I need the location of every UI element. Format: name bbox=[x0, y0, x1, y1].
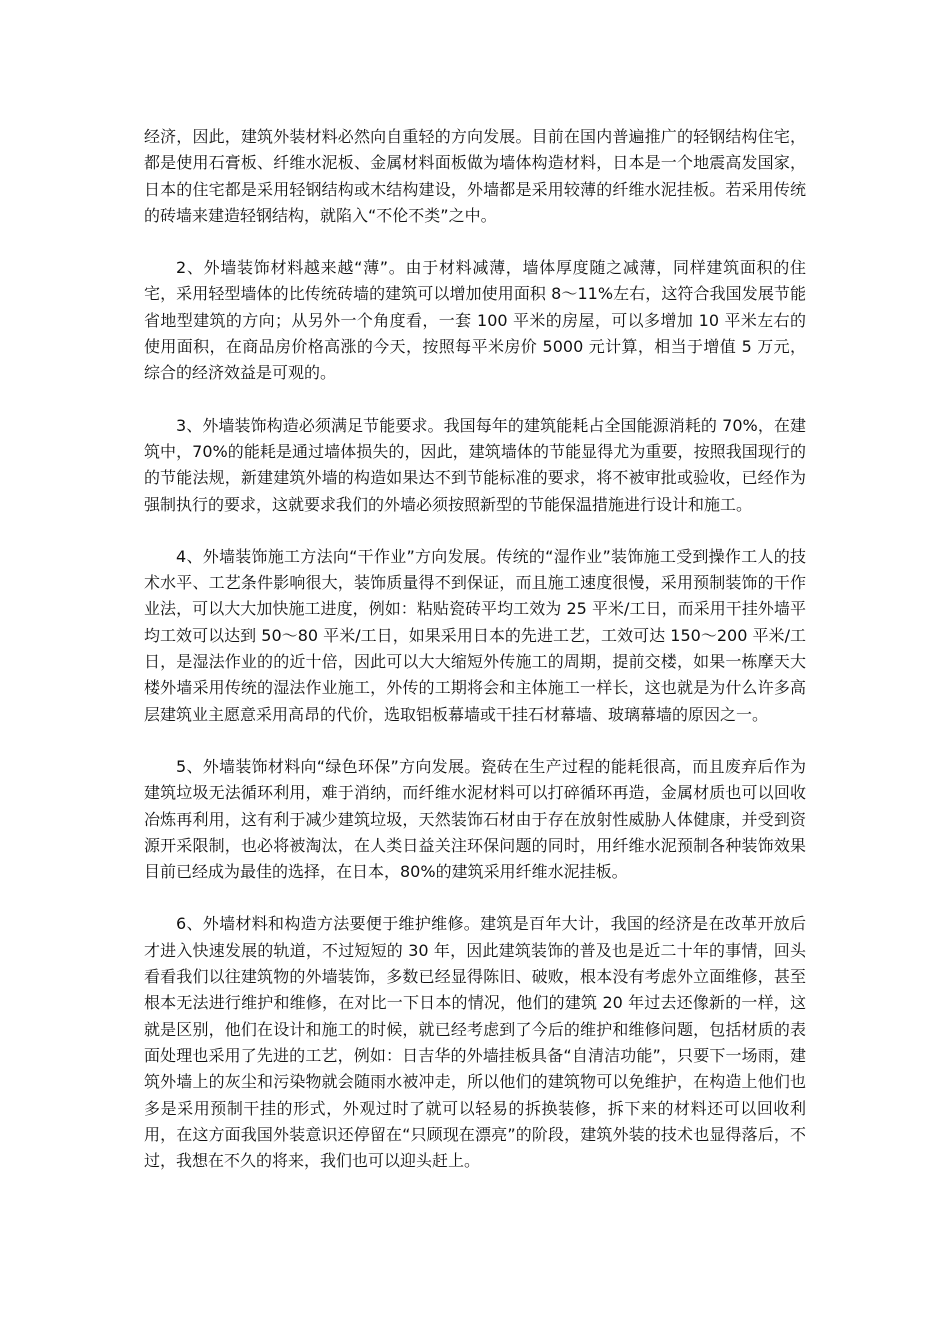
paragraph-item-5: 5、外墙装饰材料向“绿色环保”方向发展。瓷砖在生产过程的能耗很高，而且废弃后作为建筑垃圾无法循环利用，难于消纳，而纤维水泥材料可以打碎循环再造，金属材质也可以回收冶炼再利用，这有利于减少建筑垃圾，天然装饰石材由于存在放射性威胁人体健康，并受到资源开采限制，也必将被淘汰，在人类日益关注环保问题的同时，用纤维水泥预制各种装饰效果目前已经成为最佳的选择，在日本，80%的建筑采用纤维水泥挂板。 bbox=[144, 756, 806, 882]
paragraph-item-4: 4、外墙装饰施工方法向“干作业”方向发展。传统的“湿作业”装饰施工受到操作工人的技术水平、工艺条件影响很大，装饰质量得不到保证，而且施工速度很慢，采用预制装饰的干作业法，可以大大加快施工进度，例如：粘贴瓷砖平均工效为 25 平米/工日，而采用干挂外墙平均工效可以达到 50～80 平米/工日，如果采用日本的先进工艺，工效可达 150～200 平米/工日，是湿法作业的的近十倍，因此可以大大缩短外传施工的周期，提前交楼，如果一栋摩天大楼外墙采用传统的湿法作业施工，外传的工期将会和主体施工一样长，这也就是为什么许多高层建筑业主愿意采用高昂的代价，选取铝板幕墙或干挂石材幕墙、玻璃幕墙的原因之一。 bbox=[144, 546, 806, 724]
paragraph-item-3: 3、外墙装饰构造必须满足节能要求。我国每年的建筑能耗占全国能源消耗的 70%，在建筑中，70%的能耗是通过墙体损失的，因此，建筑墙体的节能显得尤为重要，按照我国现行的的节能法规，新建建筑外墙的构造如果达不到节能标准的要求，将不被审批或验收，已经作为强制执行的要求，这就要求我们的外墙必须按照新型的节能保温措施进行设计和施工。 bbox=[144, 415, 806, 514]
paragraph-item-2: 2、外墙装饰材料越来越“薄”。由于材料减薄，墙体厚度随之减薄，同样建筑面积的住宅，采用轻型墙体的比传统砖墙的建筑可以增加使用面积 8～11%左右，这符合我国发展节能省地型建筑的方向；从另外一个角度看，一套 100 平米的房屋，可以多增加 10 平米左右的使用面积，在商品房价格高涨的今天，按照每平米房价 5000 元计算，相当于增值 5 万元，综合的经济效益是可观的。 bbox=[144, 258, 806, 383]
paragraph-continuation: 经济，因此，建筑外装材料必然向自重轻的方向发展。目前在国内普遍推广的轻钢结构住宅，都是使用石膏板、纤维水泥板、金属材料面板做为墙体构造材料，日本是一个地震高发国家，日本的住宅都是采用轻钢结构或木结构建设，外墙都是采用较薄的纤维水泥挂板。若采用传统的砖墙来建造轻钢结构，就陷入“不伦不类”之中。 bbox=[144, 127, 806, 225]
paragraph-item-6: 6、外墙材料和构造方法要便于维护维修。建筑是百年大计，我国的经济是在改革开放后才进入快速发展的轨道，不过短短的 30 年，因此建筑装饰的普及也是近二十年的事情，回头看看我们以往建筑物的外墙装饰，多数已经显得陈旧、破败，根本没有考虑外立面维修，甚至根本无法进行维护和维修，在对比一下日本的情况，他们的建筑 20 年过去还像新的一样，这就是区别，他们在设计和施工的时候，就已经考虑到了今后的维护和维修问题，包括材质的表面处理也采用了先进的工艺，例如：日吉华的外墙挂板具备“自清洁功能”，只要下一场雨，建筑外墙上的灰尘和污染物就会随雨水被冲走，所以他们的建筑物可以免维护，在构造上他们也多是采用预制干挂的形式，外观过时了就可以轻易的拆换装修，拆下来的材料还可以回收利用，在这方面我国外装意识还停留在“只顾现在漂亮”的阶段，建筑外装的技术也显得落后，不过，我想在不久的将来，我们也可以迎头赶上。 bbox=[144, 914, 806, 1171]
document-body bbox=[144, 124, 806, 1200]
